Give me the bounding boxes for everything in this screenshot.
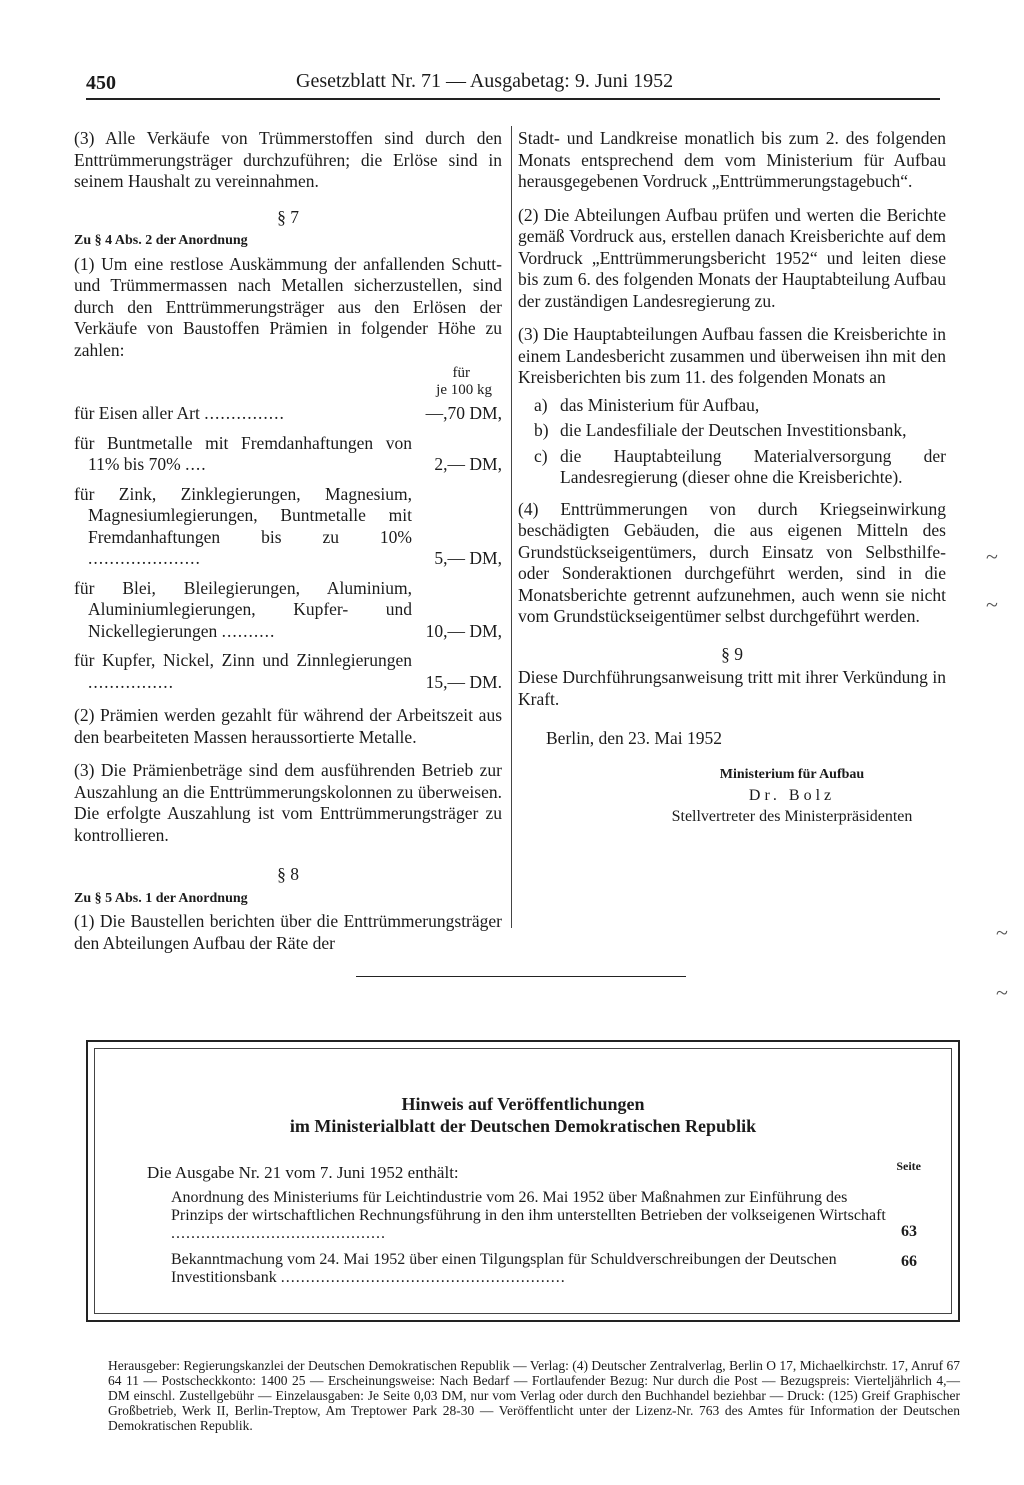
margin-mark: ~ bbox=[986, 592, 998, 617]
notice-issue: Die Ausgabe Nr. 21 vom 7. Juni 1952 enthält: bbox=[147, 1163, 459, 1182]
left-column bbox=[74, 128, 502, 966]
impressum: Herausgeber: Regierungskanzlei der Deutschen Demokratischen Republik — Verlag: (4) Deutscher Zentralverlag, Berlin O 17, Michaelkirchstr. 17, Anruf 67 64 11 — Postscheckkonto: 1400 25 — Erscheinungsweise: Nach Bedarf — Fortlaufender Bezug: Nur durch die Post — Bezugspreis: Vierteljährlich 4,— DM einschl. Zustellgebühr — Einzelausgaben: Je Seite 0,03 DM, nur vom Verlag oder durch den Buchhandel beziehbar — Druck: (125) Greif Graphischer Großbetrieb, Werk II, Berlin-Treptow, Am Treptower Park 28-30 — Veröffentlicht unter der Lizenz-Nr. 763 des Amtes für Information der Deutschen Demokratischen Republik. bbox=[108, 1358, 960, 1433]
unit-line: je 100 kg bbox=[436, 382, 492, 398]
leader-dots: ..................... bbox=[88, 548, 201, 568]
entry-text: Anordnung des Ministeriums für Leichtindustrie vom 26. Mai 1952 über Maßnahmen zur Einführung des Prinzips der wirtschaftlichen Rechnungsführung in den ihm unterstellten Betrieben der volkseigenen Wirtschaft bbox=[171, 1189, 886, 1224]
signature-name: Dr. Bolz bbox=[748, 786, 836, 804]
list-item bbox=[518, 446, 946, 489]
notice-entry bbox=[171, 1251, 891, 1287]
list-label: b) bbox=[534, 420, 549, 440]
premium-item bbox=[74, 433, 502, 476]
paragraph: (3) Alle Verkäufe von Trümmerstoffen sind durch den Enttrümmerungsträger durchzuführen; die Erlöse sind in seinem Haushalt zu vereinnahmen. bbox=[74, 128, 502, 191]
leader-dots: ............... bbox=[204, 403, 285, 423]
paragraph: (2) Prämien werden gezahlt für während der Arbeitszeit aus den bearbeiteten Massen heraussortierte Metalle. bbox=[74, 705, 502, 747]
entry-page: 63 bbox=[901, 1223, 917, 1240]
right-column bbox=[518, 128, 946, 827]
premium-amount: 10,— DM, bbox=[425, 620, 502, 641]
notice-box-inner bbox=[94, 1048, 952, 1314]
margin-mark: ~ bbox=[996, 980, 1008, 1005]
signature-org: Ministerium für Aufbau bbox=[719, 766, 865, 782]
header-title: Gesetzblatt Nr. 71 — Ausgabetag: 9. Juni 1952 bbox=[296, 70, 674, 92]
unit-line: für bbox=[452, 365, 470, 381]
paragraph: (3) Die Prämienbeträge sind dem ausführenden Betrieb zur Auszahlung an die Enttrümmerungskolonnen zu überweisen. Die erfolgte Auszahlung ist vom Enttrümmerungsträger zu kontrollieren. bbox=[74, 760, 502, 845]
section-reference: Zu § 5 Abs. 1 der Anordnung bbox=[74, 890, 248, 906]
list-item bbox=[518, 420, 946, 442]
premium-item bbox=[74, 484, 502, 570]
premium-text: für Eisen aller Art bbox=[74, 403, 200, 423]
margin-mark: ~ bbox=[996, 920, 1008, 945]
premium-text: für Buntmetalle mit Fremdanhaftungen von 11% bis 70% bbox=[74, 432, 412, 474]
list-text: das Ministerium für Aufbau, bbox=[560, 394, 760, 415]
section-divider bbox=[356, 976, 686, 977]
paragraph: Stadt- und Landkreise monatlich bis zum 2. des folgenden Monats entsprechend dem vom Ministerium für Aufbau herausgegebenen Vordruck „Enttrümmerungstagebuch“. bbox=[518, 128, 946, 191]
leader-dots: .... bbox=[185, 454, 207, 474]
section-heading: § 8 bbox=[277, 864, 299, 884]
notice-title-line: Hinweis auf Veröffentlichungen bbox=[401, 1094, 645, 1114]
notice-title-line: im Ministerialblatt der Deutschen Demokratischen Republik bbox=[289, 1116, 757, 1136]
notice-entry bbox=[171, 1189, 891, 1243]
entry-text: Bekanntmachung vom 24. Mai 1952 über einen Tilgungsplan für Schuldverschreibungen der Deutschen Investitionsbank bbox=[171, 1251, 837, 1286]
column-divider bbox=[511, 126, 512, 928]
section-heading: § 7 bbox=[277, 206, 299, 227]
premium-item bbox=[74, 403, 502, 425]
signature-role: Stellvertreter des Ministerpräsidenten bbox=[671, 807, 913, 825]
premium-item bbox=[74, 578, 502, 643]
recipient-list bbox=[518, 395, 946, 489]
section-reference: Zu § 4 Abs. 2 der Anordnung bbox=[74, 233, 248, 248]
premium-text: für Kupfer, Nickel, Zinn und Zinnlegierungen bbox=[74, 650, 412, 670]
premium-amount: 2,— DM, bbox=[434, 454, 502, 474]
list-label: a) bbox=[534, 394, 548, 415]
notice-title bbox=[95, 1093, 951, 1137]
paragraph: (2) Die Abteilungen Aufbau prüfen und werten die Berichte gemäß Vordruck aus, erstellen danach Kreisberichte auf dem Vordruck „Enttrümmerungsbericht 1952“ und leiten diese bis zum 6. des folgenden Monats der Hauptabteilung Aufbau der zuständigen Landesregierung zu. bbox=[518, 204, 946, 311]
leader-dots: ................ bbox=[88, 671, 174, 692]
list-text: die Hauptabteilung Materialversorgung der Landesregierung (dieser ohne die Kreisberichte). bbox=[560, 445, 946, 487]
page-header bbox=[86, 68, 940, 100]
margin-mark: ~ bbox=[986, 544, 998, 569]
premium-amount: —,70 DM, bbox=[425, 403, 502, 423]
premium-amount: 15,— DM. bbox=[425, 671, 502, 692]
paragraph: (3) Die Hauptabteilungen Aufbau fassen die Kreisberichte in einem Landesbericht zusammen und überweisen ihn mit den Kreisberichten bis zum 11. des folgenden Monats an bbox=[518, 324, 946, 387]
premium-item bbox=[74, 650, 502, 693]
paragraph: (1) Um eine restlose Auskämmung der anfallenden Schutt- und Trümmermassen nach Metallen sicherzustellen, sind durch den Enttrümmerungsträger aus den Erlösen der Verkäufe von Baustoffen Prämien in folgender Höhe zu zahlen: bbox=[74, 253, 502, 360]
list-label: c) bbox=[534, 445, 548, 466]
page-number: 450 bbox=[86, 72, 116, 94]
leader-dots: ........................................... bbox=[171, 1225, 386, 1242]
section-heading: § 9 bbox=[721, 643, 743, 664]
premium-text: für Blei, Bleilegierungen, Aluminium, Aluminiumlegierungen, Kupfer- und Nickellegierungen bbox=[74, 577, 412, 641]
place-date: Berlin, den 23. Mai 1952 bbox=[546, 728, 722, 748]
premium-text: für Zink, Zinklegierungen, Magnesium, Magnesiumlegierungen, Buntmetalle mit Fremdanhaftungen bis zu 10% bbox=[74, 483, 412, 547]
paragraph: (4) Enttrümmerungen von durch Kriegseinwirkung beschädigten Gebäuden, die aus eigenen Mitteln des Grundstückseigentümers, durch Einsatz von Selbsthilfe- oder Sonderaktionen durchgeführt werden, sind in die Monatsberichte getrennt aufzunehmen, auch wenn sie nicht vom Grundstückseigentümer selbst durchgeführt werden. bbox=[518, 498, 946, 626]
list-text: die Landesfiliale der Deutschen Investitionsbank, bbox=[560, 420, 907, 440]
premium-amount: 5,— DM, bbox=[434, 548, 502, 568]
notice-box bbox=[86, 1040, 960, 1322]
leader-dots: .......... bbox=[221, 620, 276, 641]
page-column-label: Seite bbox=[896, 1159, 921, 1173]
list-item bbox=[518, 395, 946, 417]
leader-dots: ......................................................... bbox=[280, 1269, 566, 1286]
unit-header bbox=[74, 365, 492, 399]
paragraph: (1) Die Baustellen berichten über die Enttrümmerungsträger den Abteilungen Aufbau der Räte der bbox=[74, 911, 502, 953]
paragraph: Diese Durchführungsanweisung tritt mit ihrer Verkündung in Kraft. bbox=[518, 667, 946, 709]
signature-block bbox=[638, 764, 946, 827]
entry-page: 66 bbox=[901, 1253, 917, 1270]
